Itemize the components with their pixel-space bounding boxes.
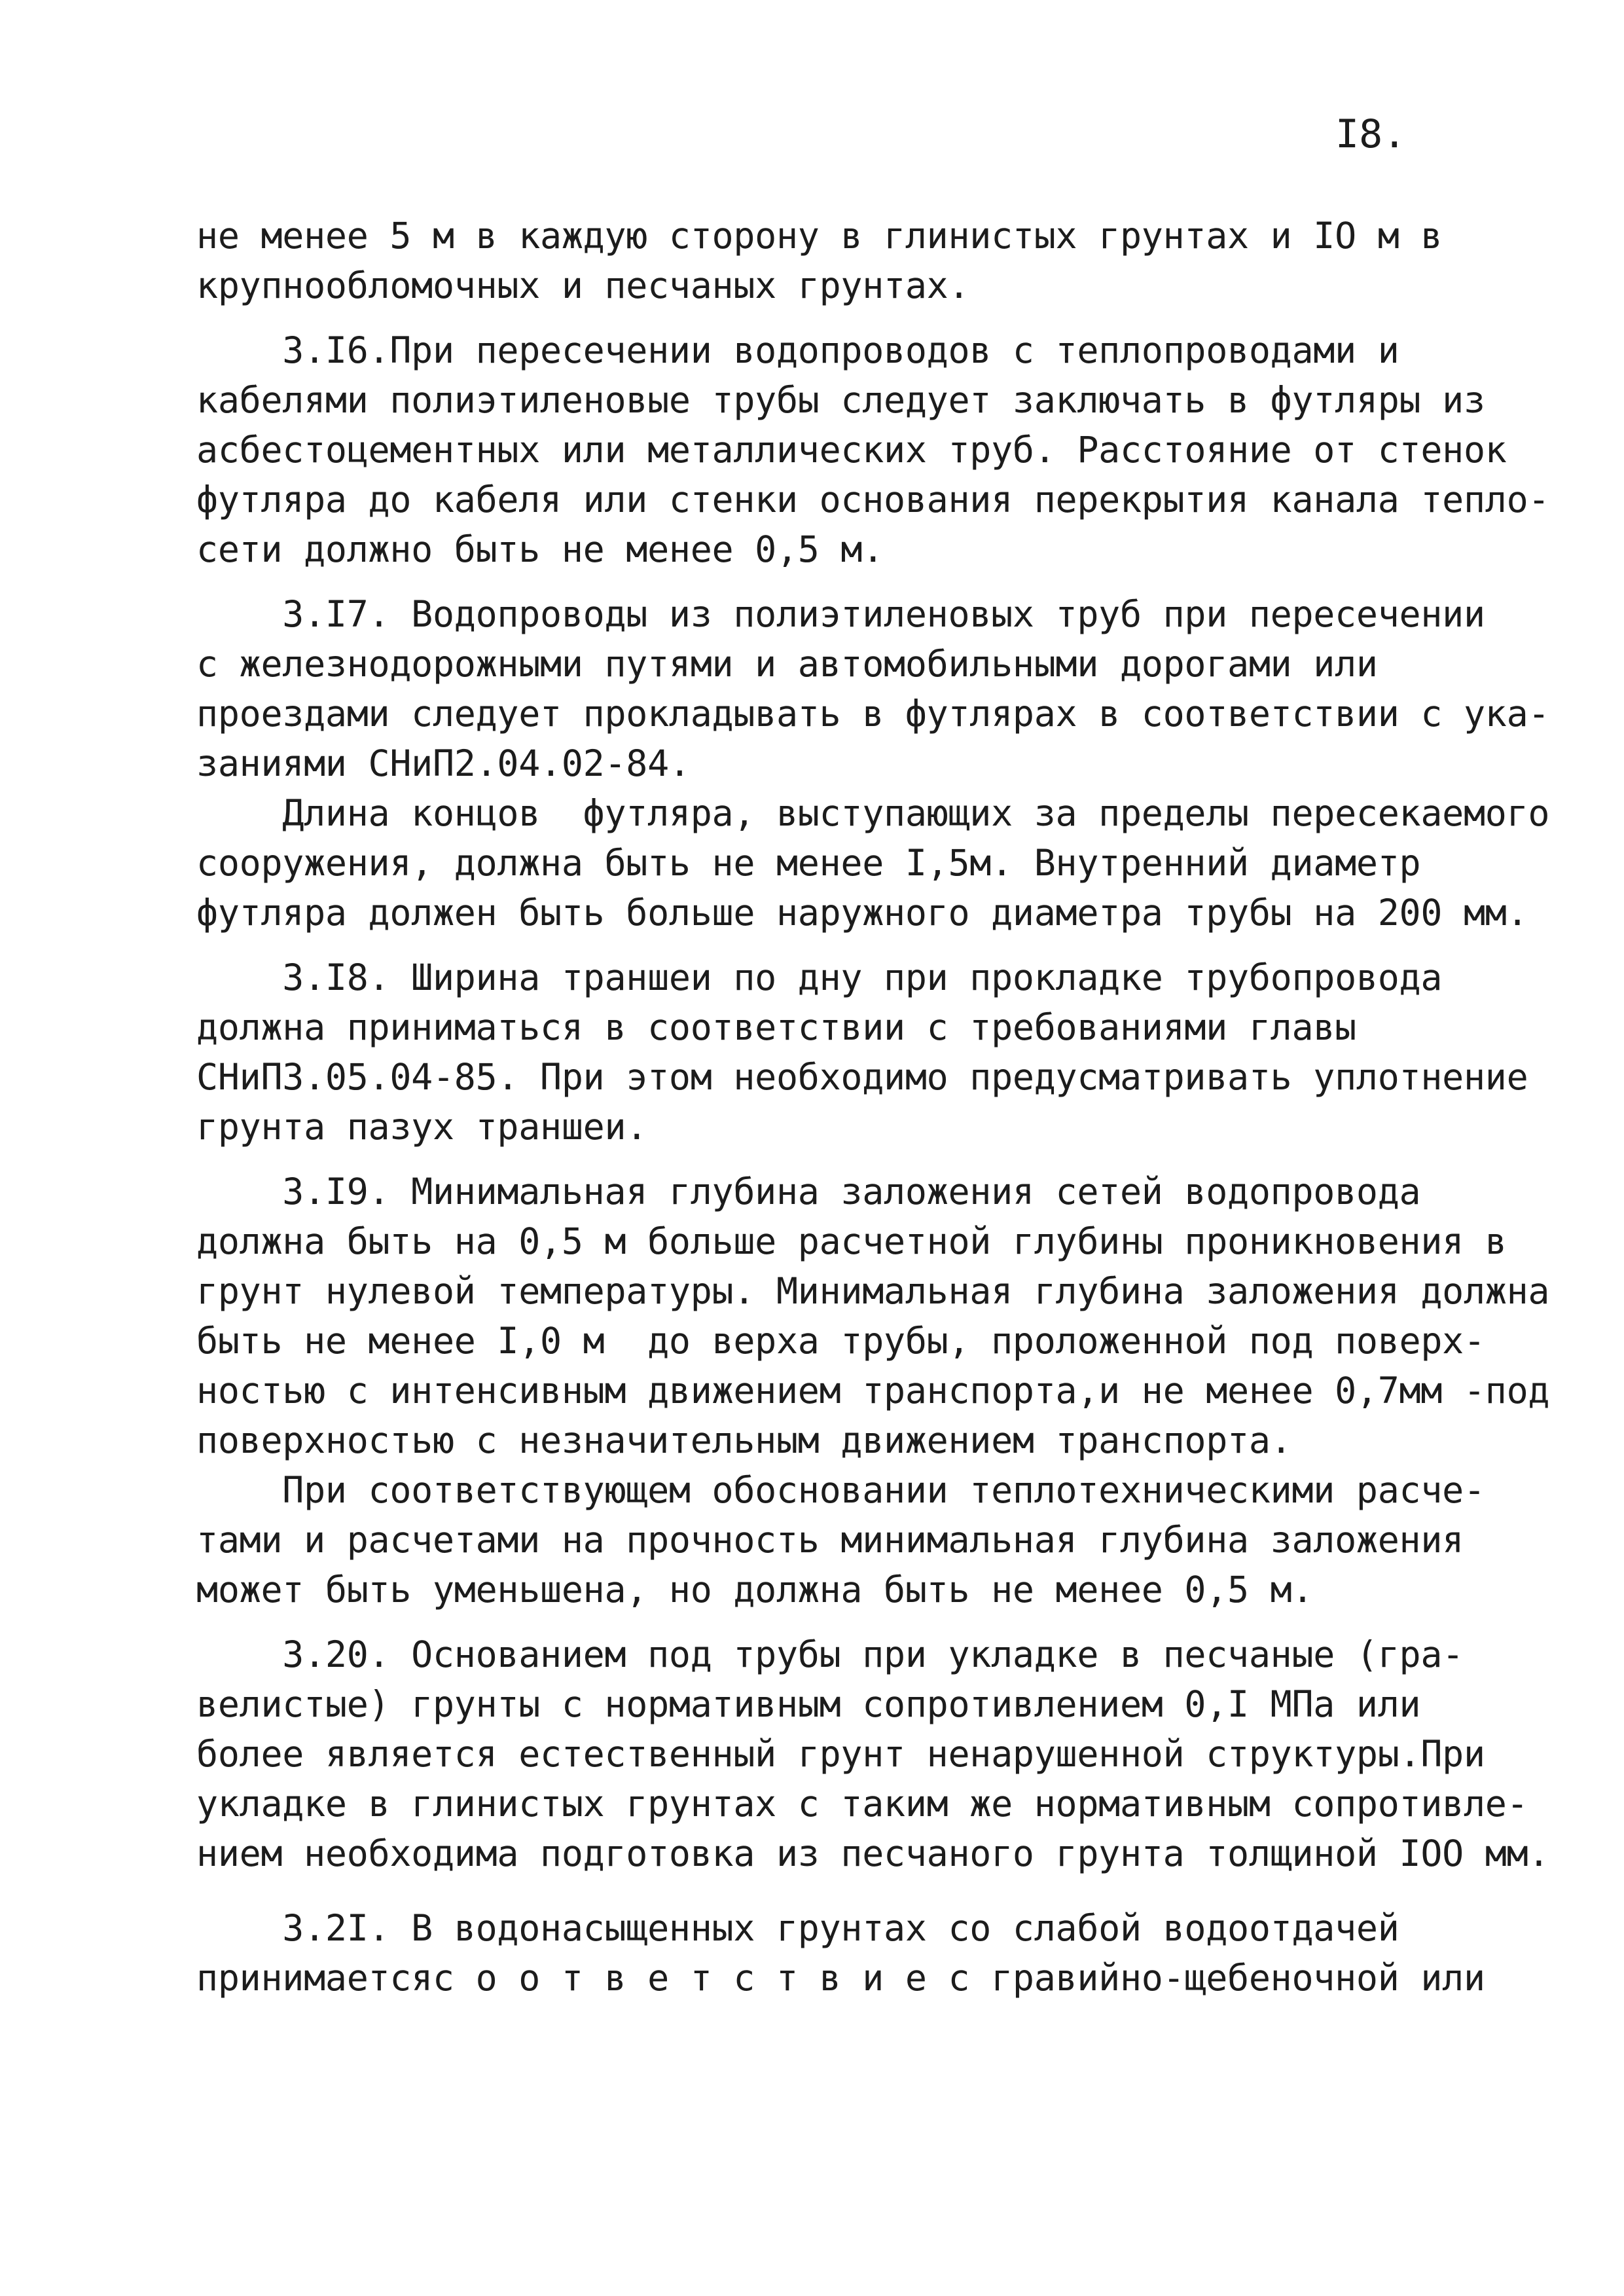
text-line: крупнообломочных и песчаных грунтах.: [196, 264, 970, 306]
text-line: поверхностью с незначительным движением транспорта.: [196, 1419, 1292, 1461]
text-line: сети должно быть не менее 0,5 м.: [196, 528, 884, 570]
text-line: нием необходима подготовка из песчаного грунта толщиной IOO мм.: [196, 1832, 1550, 1874]
text-line: асбестоцементных или металлических труб. Расстояние от стенок: [196, 429, 1507, 471]
page-number: I8.: [1335, 111, 1407, 157]
text-line: с железнодорожными путями и автомобильными дорогами или: [196, 643, 1378, 685]
text-line: принимаетсяс о о т в е т с т в и е с гравийно-щебеночной или: [196, 1957, 1485, 1999]
paragraph-3-19-line: 3.I9. Минимальная глубина заложения сетей водопровода: [196, 1171, 1421, 1212]
text-line: Длина концов футляра, выступающих за пределы пересекаемого: [196, 792, 1550, 834]
text-line: СНиП3.05.04-85. При этом необходимо предусматривать уплотнение: [196, 1056, 1528, 1098]
paragraph-3-17-line: 3.I7. Водопроводы из полиэтиленовых труб при пересечении: [196, 593, 1485, 635]
text-line: грунта пазух траншеи.: [196, 1106, 648, 1148]
text-line: должна быть на 0,5 м больше расчетной глубины проникновения в: [196, 1220, 1507, 1262]
text-line: ностью с интенсивным движением транспорта,и не менее 0,7мм -под: [196, 1370, 1550, 1412]
text-line: укладке в глинистых грунтах с таким же нормативным сопротивле-: [196, 1783, 1528, 1825]
text-line: может быть уменьшена, но должна быть не менее 0,5 м.: [196, 1569, 1314, 1611]
text-line: футляра до кабеля или стенки основания перекрытия канала тепло-: [196, 479, 1550, 520]
text-line: футляра должен быть больше наружного диаметра трубы на 200 мм.: [196, 892, 1528, 934]
text-line: сооружения, должна быть не менее I,5м. Внутренний диаметр: [196, 842, 1421, 884]
text-line: проездами следует прокладывать в футлярах в соответствии с ука-: [196, 693, 1550, 735]
text-line: кабелями полиэтиленовые трубы следует заключать в футляры из: [196, 379, 1485, 421]
text-line: заниями СНиП2.04.02-84.: [196, 742, 691, 784]
text-line: При соответствующем обосновании теплотехническими расче-: [196, 1469, 1485, 1511]
paragraph-3-16-line: 3.I6.При пересечении водопроводов с теплопроводами и: [196, 329, 1399, 371]
text-line: более является естественный грунт ненарушенной структуры.При: [196, 1733, 1485, 1775]
text-line: быть не менее I,0 м до верха трубы, проложенной под поверх-: [196, 1320, 1485, 1362]
text-line: тами и расчетами на прочность минимальная глубина заложения: [196, 1519, 1464, 1561]
text-line: грунт нулевой температуры. Минимальная глубина заложения должна: [196, 1270, 1550, 1312]
paragraph-3-20-line: 3.20. Основанием под трубы при укладке в песчаные (гра-: [196, 1633, 1464, 1675]
paragraph-3-18-line: 3.I8. Ширина траншеи по дну при прокладке трубопровода: [196, 957, 1443, 998]
paragraph-3-21-line: 3.2I. В водонасыщенных грунтах со слабой водоотдачей: [196, 1907, 1399, 1949]
text-line: велистые) грунты с нормативным сопротивлением 0,I МПа или: [196, 1683, 1421, 1725]
text-line: не менее 5 м в каждую сторону в глинистых грунтах и IO м в: [196, 215, 1443, 257]
text-line: должна приниматься в соответствии с требованиями главы: [196, 1006, 1356, 1048]
